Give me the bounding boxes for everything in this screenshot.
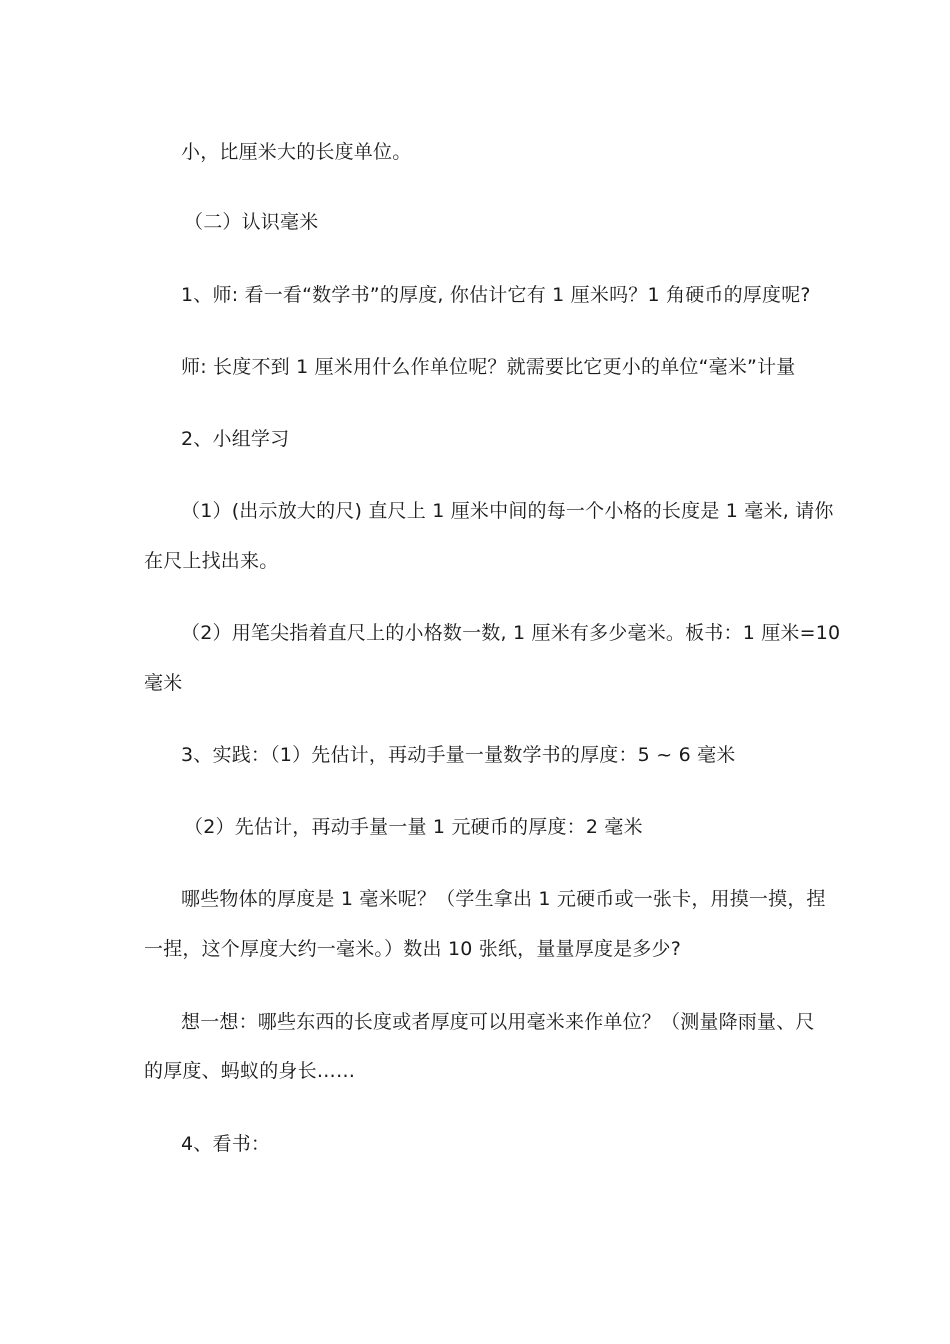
paragraph-line: 的厚度、蚂蚁的身长…… xyxy=(144,1060,356,1082)
paragraph-line: 小，比厘米大的长度单位。 xyxy=(181,141,412,163)
paragraph-line: 想一想：哪些东西的长度或者厚度可以用毫米来作单位？（测量降雨量、尺 xyxy=(181,1011,815,1033)
paragraph-line: 师: 长度不到 1 厘米用什么作单位呢？就需要比它更小的单位“毫米”计量 xyxy=(181,356,796,378)
paragraph-line: 在尺上找出来。 xyxy=(144,550,279,572)
paragraph-line: 1、师: 看一看“数学书”的厚度, 你估计它有 1 厘米吗？1 角硬币的厚度呢? xyxy=(181,284,811,306)
paragraph-line: （2）用笔尖指着直尺上的小格数一数, 1 厘米有多少毫米。板书：1 厘米=10 xyxy=(181,622,841,644)
paragraph-line: 3、实践：（1）先估计，再动手量一量数学书的厚度：5 ~ 6 毫米 xyxy=(181,744,736,766)
paragraph-line: 毫米 xyxy=(144,672,183,694)
paragraph-line: 哪些物体的厚度是 1 毫米呢？（学生拿出 1 元硬币或一张卡，用摸一摸，捏 xyxy=(181,888,826,910)
paragraph-line: （1）(出示放大的尺) 直尺上 1 厘米中间的每一个小格的长度是 1 毫米, 请你 xyxy=(181,500,834,522)
subsection-heading: 2、小组学习 xyxy=(181,428,290,450)
subsection-heading: 4、看书： xyxy=(181,1133,271,1155)
section-heading: （二）认识毫米 xyxy=(184,211,319,233)
paragraph-line: 一捏，这个厚度大约一毫米。）数出 10 张纸，量量厚度是多少? xyxy=(144,938,682,960)
paragraph-line: （2）先估计，再动手量一量 1 元硬币的厚度：2 毫米 xyxy=(184,816,643,838)
